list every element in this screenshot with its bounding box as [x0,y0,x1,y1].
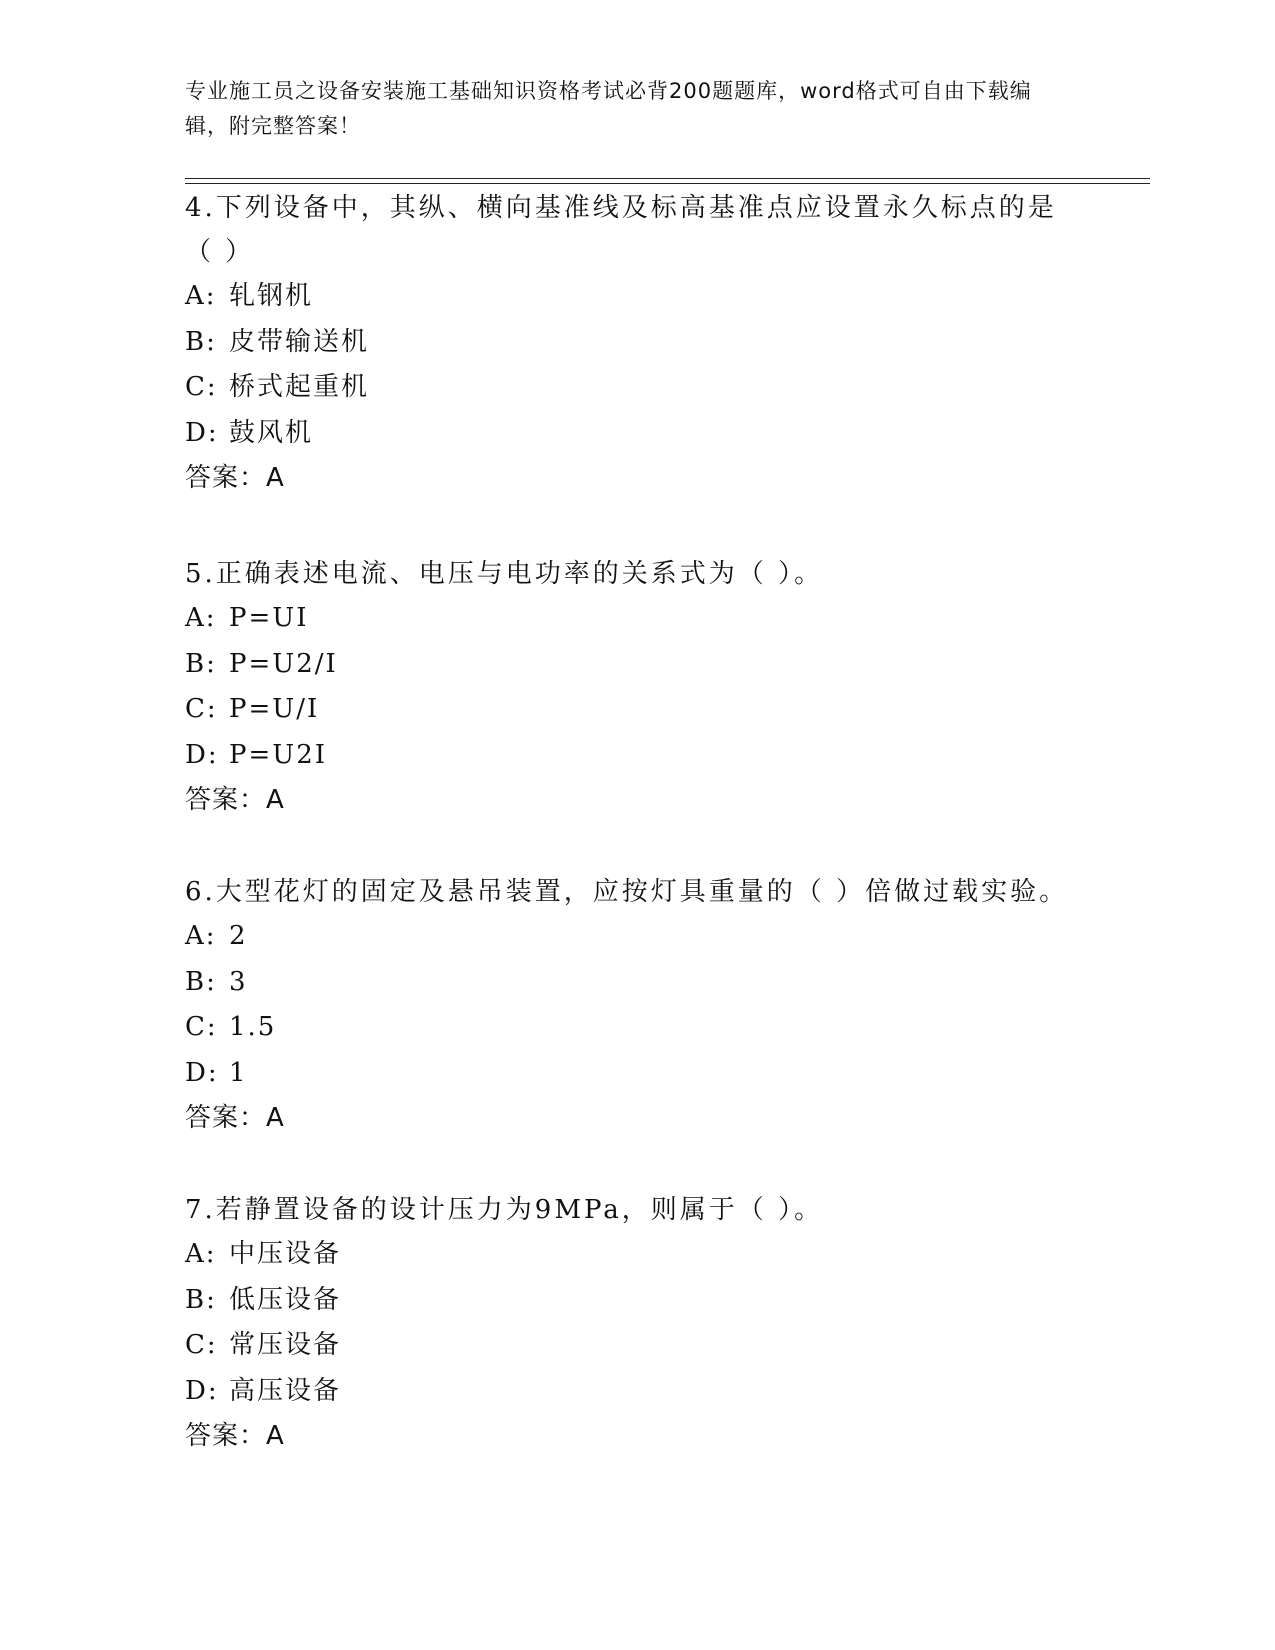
option-c [185,1323,1085,1369]
option-d [185,1051,1085,1097]
option-text: P=UI [229,603,309,633]
option-letter: A: [185,921,217,951]
option-c [185,687,1085,733]
option-b [185,960,1085,1006]
option-text: P=U/I [229,694,320,724]
header-divider-top [185,178,1150,179]
question-5 [185,552,1085,823]
option-letter: C: [185,1012,218,1042]
question-4 [185,186,1085,501]
option-letter: C: [185,694,218,724]
option-text: 2 [229,921,248,951]
answer-line: 答案：A [185,463,285,493]
option-c [185,1005,1085,1051]
option-d [185,733,1085,779]
option-b [185,1278,1085,1324]
answer-line: 答案：A [185,1421,285,1451]
option-letter: B: [185,966,217,997]
option-text: 1.5 [229,1012,277,1042]
option-text: P=U2I [229,739,328,770]
question-stem: 4.下列设备中，其纵、横向基准线及标高基准点应设置永久标点的是（ ） [185,193,1057,267]
document-header: 专业施工员之设备安装施工基础知识资格考试必背200题题库，word格式可自由下载编辑，附完整答案！ [185,79,1032,138]
option-d [185,1369,1085,1415]
option-text: 皮带输送机 [229,326,370,357]
question-6 [185,870,1085,1141]
option-b [185,642,1085,688]
option-text: 桥式起重机 [229,372,370,402]
option-text: 高压设备 [229,1375,342,1406]
option-a [185,1232,1085,1278]
option-text: 低压设备 [229,1284,342,1315]
question-stem: 7.若静置设备的设计压力为9MPa，则属于（ ）。 [185,1195,824,1225]
option-letter: B: [185,326,217,357]
header-divider-bottom [185,183,1150,184]
option-letter: A: [185,603,217,633]
option-letter: C: [185,1330,218,1360]
option-text: 常压设备 [229,1330,342,1360]
option-a [185,596,1085,642]
answer-line: 答案：A [185,1103,285,1133]
option-text: P=U2/I [229,648,338,679]
option-letter: B: [185,1284,217,1315]
option-letter: C: [185,372,218,402]
option-a [185,274,1085,320]
option-text: 轧钢机 [229,281,314,311]
answer-line: 答案：A [185,785,285,815]
option-d [185,411,1085,457]
option-b [185,320,1085,366]
option-text: 1 [229,1057,248,1088]
option-letter: D: [185,1057,219,1088]
option-letter: B: [185,648,217,679]
option-a [185,914,1085,960]
option-text: 鼓风机 [229,417,314,448]
option-c [185,365,1085,411]
question-stem: 5.正确表述电流、电压与电功率的关系式为（ ）。 [185,559,824,589]
option-letter: D: [185,417,219,448]
option-text: 3 [229,966,248,997]
question-7 [185,1188,1085,1459]
question-stem: 6.大型花灯的固定及悬吊装置，应按灯具重量的（ ）倍做过载实验。 [185,877,1069,907]
option-letter: A: [185,281,217,311]
option-text: 中压设备 [229,1239,342,1269]
option-letter: D: [185,739,219,770]
option-letter: A: [185,1239,217,1269]
option-letter: D: [185,1375,219,1406]
